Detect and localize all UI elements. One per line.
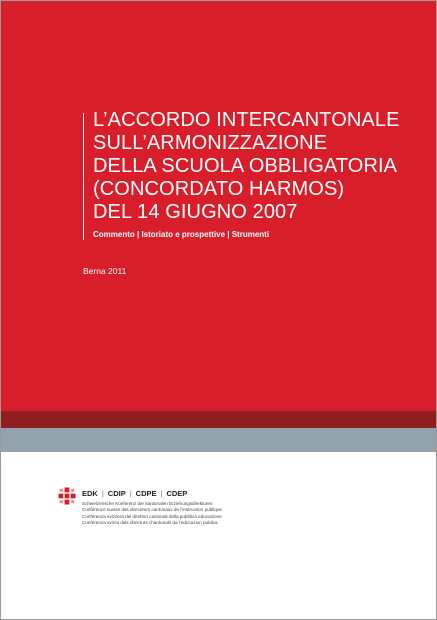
publisher-names: [82, 501, 222, 526]
grey-band: [1, 428, 436, 452]
title-line: L’ACCORDO INTERCANTONALE: [93, 109, 400, 131]
document-subtitle: Commento | Istoriato e prospettive | Strumenti: [93, 230, 270, 239]
edk-cross-logo-icon: [58, 487, 76, 505]
dark-red-band: [1, 411, 436, 428]
abbr-edk: EDK: [82, 489, 98, 498]
abbr-cdep: CDEP: [166, 489, 188, 498]
publisher-name-fr: Conférence suisse des directeurs cantonaux de l’instruction publique: [82, 507, 222, 513]
title-line: SULL’ARMONIZZAZIONE: [93, 132, 328, 154]
title-line: DELLA SCUOLA OBBLIGATORIA: [93, 155, 398, 177]
abbr-cdip: CDIP: [107, 489, 126, 498]
abbr-cdpe: CDPE: [135, 489, 157, 498]
abbr-separator: |: [101, 489, 104, 498]
abbr-separator: |: [160, 489, 163, 498]
publisher-abbreviations: [82, 489, 187, 498]
publisher-name-it: Conferenza svizzera dei direttori cantonali della pubblica educazione: [82, 513, 222, 519]
title-line: (CONCORDATO HARMOS): [93, 178, 345, 200]
place-year: Berna 2011: [83, 266, 127, 276]
publisher-name-rm: Conferenza svizra dals directurs chantunals da l’educaziun publica: [82, 519, 218, 525]
title-line: DEL 14 GIUGNO 2007: [93, 201, 298, 223]
title-rule: [83, 113, 84, 240]
document-title: [93, 109, 400, 224]
abbr-separator: |: [129, 489, 132, 498]
publisher-name-de: Schweizerische Konferenz der kantonalen Erziehungsdirektoren: [82, 501, 213, 506]
